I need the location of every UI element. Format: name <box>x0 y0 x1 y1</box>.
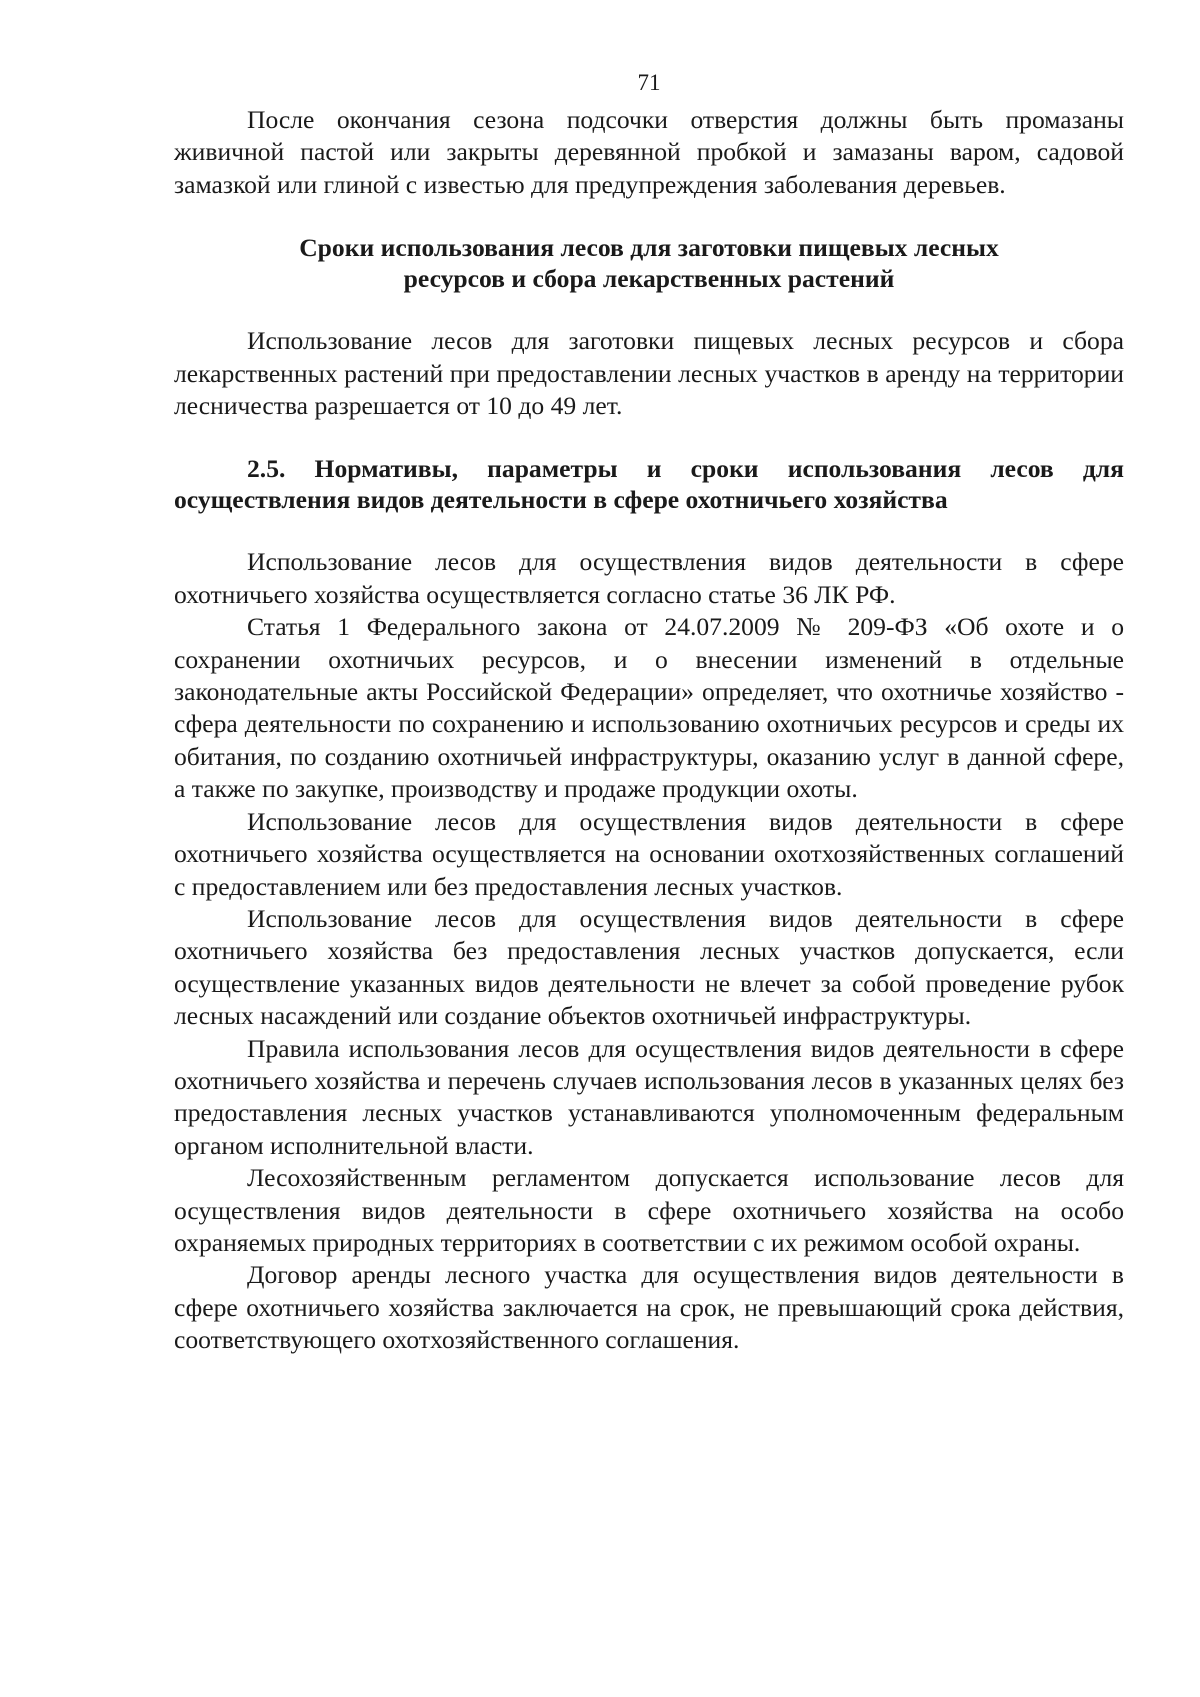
section-food-heading-line-2: ресурсов и сбора лекарственных растений <box>403 264 895 294</box>
intro-paragraph: После окончания сезона подсочки отверстия должны быть промазаны живичной пастой или закрыты деревянной пробкой и замазаны варом, садовой замазкой или глиной с известью для предупреждения заболевания деревьев. <box>174 105 1124 199</box>
section-hunting-heading: 2.5. Нормативы, параметры и сроки использования лесов для осуществления видов деятельности в сфере охотничьего хозяйства <box>174 454 1124 515</box>
section-food-paragraph: Использование лесов для заготовки пищевых лесных ресурсов и сбора лекарственных растений при предоставлении лесных участков в аренду на территории лесничества разрешается от 10 до 49 лет. <box>174 326 1124 421</box>
section-food-heading <box>174 232 1124 294</box>
section-hunting-paragraph-3: Использование лесов для осуществления видов деятельности в сфере охотничьего хозяйства осуществляется на основании охотхозяйственных соглашений с предоставлением или без предоставления лесных участков. <box>174 806 1124 901</box>
section-hunting-paragraph-4: Использование лесов для осуществления видов деятельности в сфере охотничьего хозяйства без предоставления лесных участков допускается, если осуществление указанных видов деятельности не влечет за собой проведение рубок лесных насаждений или создание объектов охотничьей инфраструктуры. <box>174 903 1124 1031</box>
section-hunting-paragraph-2: Статья 1 Федерального закона от 24.07.2009 № 209-ФЗ «Об охоте и о сохранении охотничьих ресурсов, и о внесении изменений в отдельные законодательные акты Российской Федерации» определяет, что охотничье хозяйство - сфера деятельности по сохранению и использованию охотничьих ресурсов и среды их обитания, по созданию охотничьей инфраструктуры, оказанию услуг в данной сфере, а также по закупке, производству и продаже продукции охоты. <box>174 612 1124 804</box>
page-number: 71 <box>637 70 661 95</box>
section-hunting-paragraph-7: Договор аренды лесного участка для осуществления видов деятельности в сфере охотничьего хозяйства заключается на срок, не превышающий срока действия, соответствующего охотхозяйственного соглашения. <box>174 1260 1124 1355</box>
section-food-heading-line-1: Сроки использования лесов для заготовки пищевых лесных <box>299 233 999 263</box>
document-page <box>174 68 1124 1357</box>
section-hunting-paragraph-6: Лесохозяйственным регламентом допускается использование лесов для осуществления видов деятельности в сфере охотничьего хозяйства на особо охраняемых природных территориях в соответствии с их режимом особой охраны. <box>174 1163 1124 1257</box>
section-hunting-paragraph-5: Правила использования лесов для осуществления видов деятельности в сфере охотничьего хозяйства и перечень случаев использования лесов в указанных целях без предоставления лесных участков устанавливаются уполномоченным федеральным органом исполнительной власти. <box>174 1033 1124 1160</box>
section-hunting-paragraph-1: Использование лесов для осуществления видов деятельности в сфере охотничьего хозяйства осуществляется согласно статье 36 ЛК РФ. <box>174 547 1124 609</box>
